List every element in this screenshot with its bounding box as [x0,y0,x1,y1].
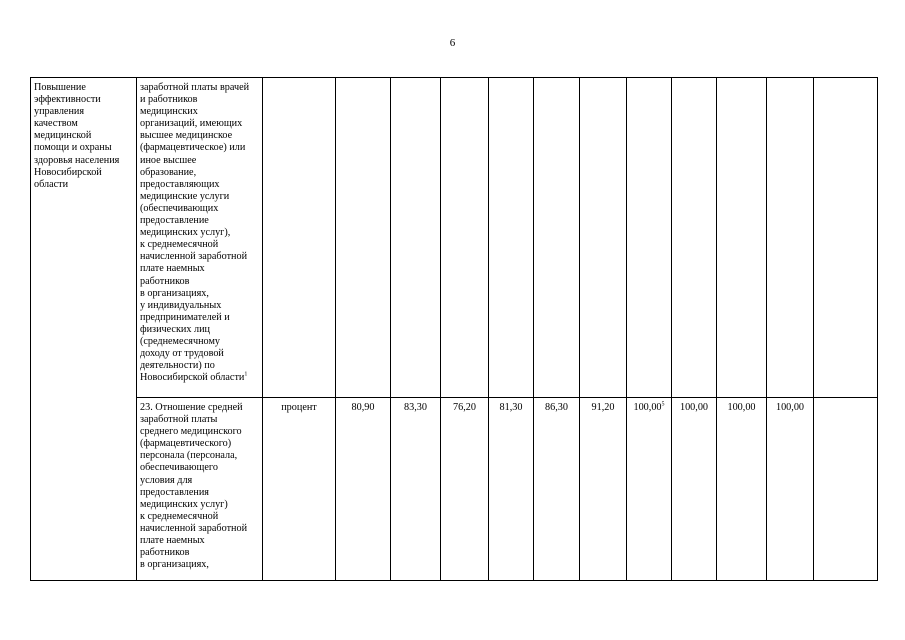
value-cell: 81,30 [489,398,534,581]
indicator-line: предоставления [140,486,209,498]
goal-line: Повышение [34,82,86,93]
empty-cell [814,398,878,581]
goal-line: эффективности [34,94,101,106]
empty-cell [814,78,878,398]
indicator-line: условия для [140,474,193,486]
indicator-line: работников [140,547,190,559]
page-number: 6 [449,37,456,49]
indicator-line: медицинские услуги [140,190,230,202]
indicator-line: физических лиц [140,323,210,335]
goal-cell [31,78,137,581]
value-cell [441,78,489,398]
indicator-line: деятельности) по [140,360,215,372]
indicator-line [140,372,259,384]
goal-line: Новосибирской [34,166,102,178]
value-cell: 83,30 [391,398,441,581]
indicator-line: в организациях, [140,287,209,299]
indicator-line: в организациях, [140,559,209,571]
value-cell [672,78,717,398]
indicator-line: плате наемных [140,263,205,275]
indicator-line: начисленной заработной [140,522,248,534]
indicator-line: доходу от трудовой [140,348,224,360]
goal-line: управления [34,106,85,118]
indicator-line: персонала (персонала, [140,450,238,462]
value-cell [489,78,534,398]
goal-line: области [34,178,69,190]
indicator-line: работников [140,275,190,287]
indicator-line: медицинских услуг) [140,498,228,510]
value-cell: 100,00 [672,398,717,581]
indicator-line: иное высшее [140,154,197,166]
value-cell [767,78,814,398]
value-cell: 100,00 [767,398,814,581]
indicator-line: медицинских услуг), [140,227,231,239]
indicator-last-text: Новосибирской области [140,372,245,384]
goal-line: качеством [34,118,78,130]
indicator-line: образование, [140,166,197,178]
indicator-line: к среднемесячной [140,510,219,522]
indicator-line: и работников [140,94,198,106]
goal-line: медицинской [34,130,92,142]
indicator-cell [137,398,263,581]
table-row [31,78,878,398]
indicator-line: плате наемных [140,535,205,547]
indicator-line: организаций, имеющих [140,118,243,130]
indicator-line: медицинских [140,106,198,118]
indicator-line: к среднемесячной [140,239,219,251]
goal-line: здоровья населения [34,154,120,166]
indicator-line: заработной платы [140,414,218,426]
table-row [31,398,878,581]
indicator-line: (фармацевтического) [140,438,232,450]
indicators-table [30,77,878,581]
indicator-line: 23. Отношение средней [140,402,243,413]
value-cell: 80,90 [336,398,391,581]
footnote-marker: 5 [661,401,665,408]
value-cell [534,78,580,398]
unit-cell: процент [263,398,336,581]
value-cell [391,78,441,398]
indicator-cell [137,78,263,398]
indicator-line: среднего медицинского [140,426,242,438]
indicator-line: у индивидуальных [140,299,222,311]
value-cell: 100,00 [717,398,767,581]
footnote-marker: 1 [244,371,248,378]
value-cell [717,78,767,398]
goal-line: помощи и охраны [34,142,112,154]
indicator-line: предоставляющих [140,178,220,190]
indicator-line: обеспечивающего [140,462,218,474]
value-cell [627,78,672,398]
indicator-line: (фармацевтическое) или [140,142,246,154]
indicator-line: (обеспечивающих [140,202,219,214]
unit-cell [263,78,336,398]
indicator-line: начисленной заработной [140,251,248,263]
value-cell [627,398,672,581]
indicator-line: (среднемесячному [140,335,220,347]
value-cell: 86,30 [534,398,580,581]
value-text: 100,00 [633,402,662,413]
value-cell [336,78,391,398]
indicator-line: предпринимателей и [140,311,230,323]
value-cell [580,78,627,398]
indicator-line: заработной платы врачей [140,82,250,93]
value-cell: 76,20 [441,398,489,581]
value-cell: 91,20 [580,398,627,581]
indicator-line: предоставление [140,215,209,227]
indicator-line: высшее медицинское [140,130,233,142]
